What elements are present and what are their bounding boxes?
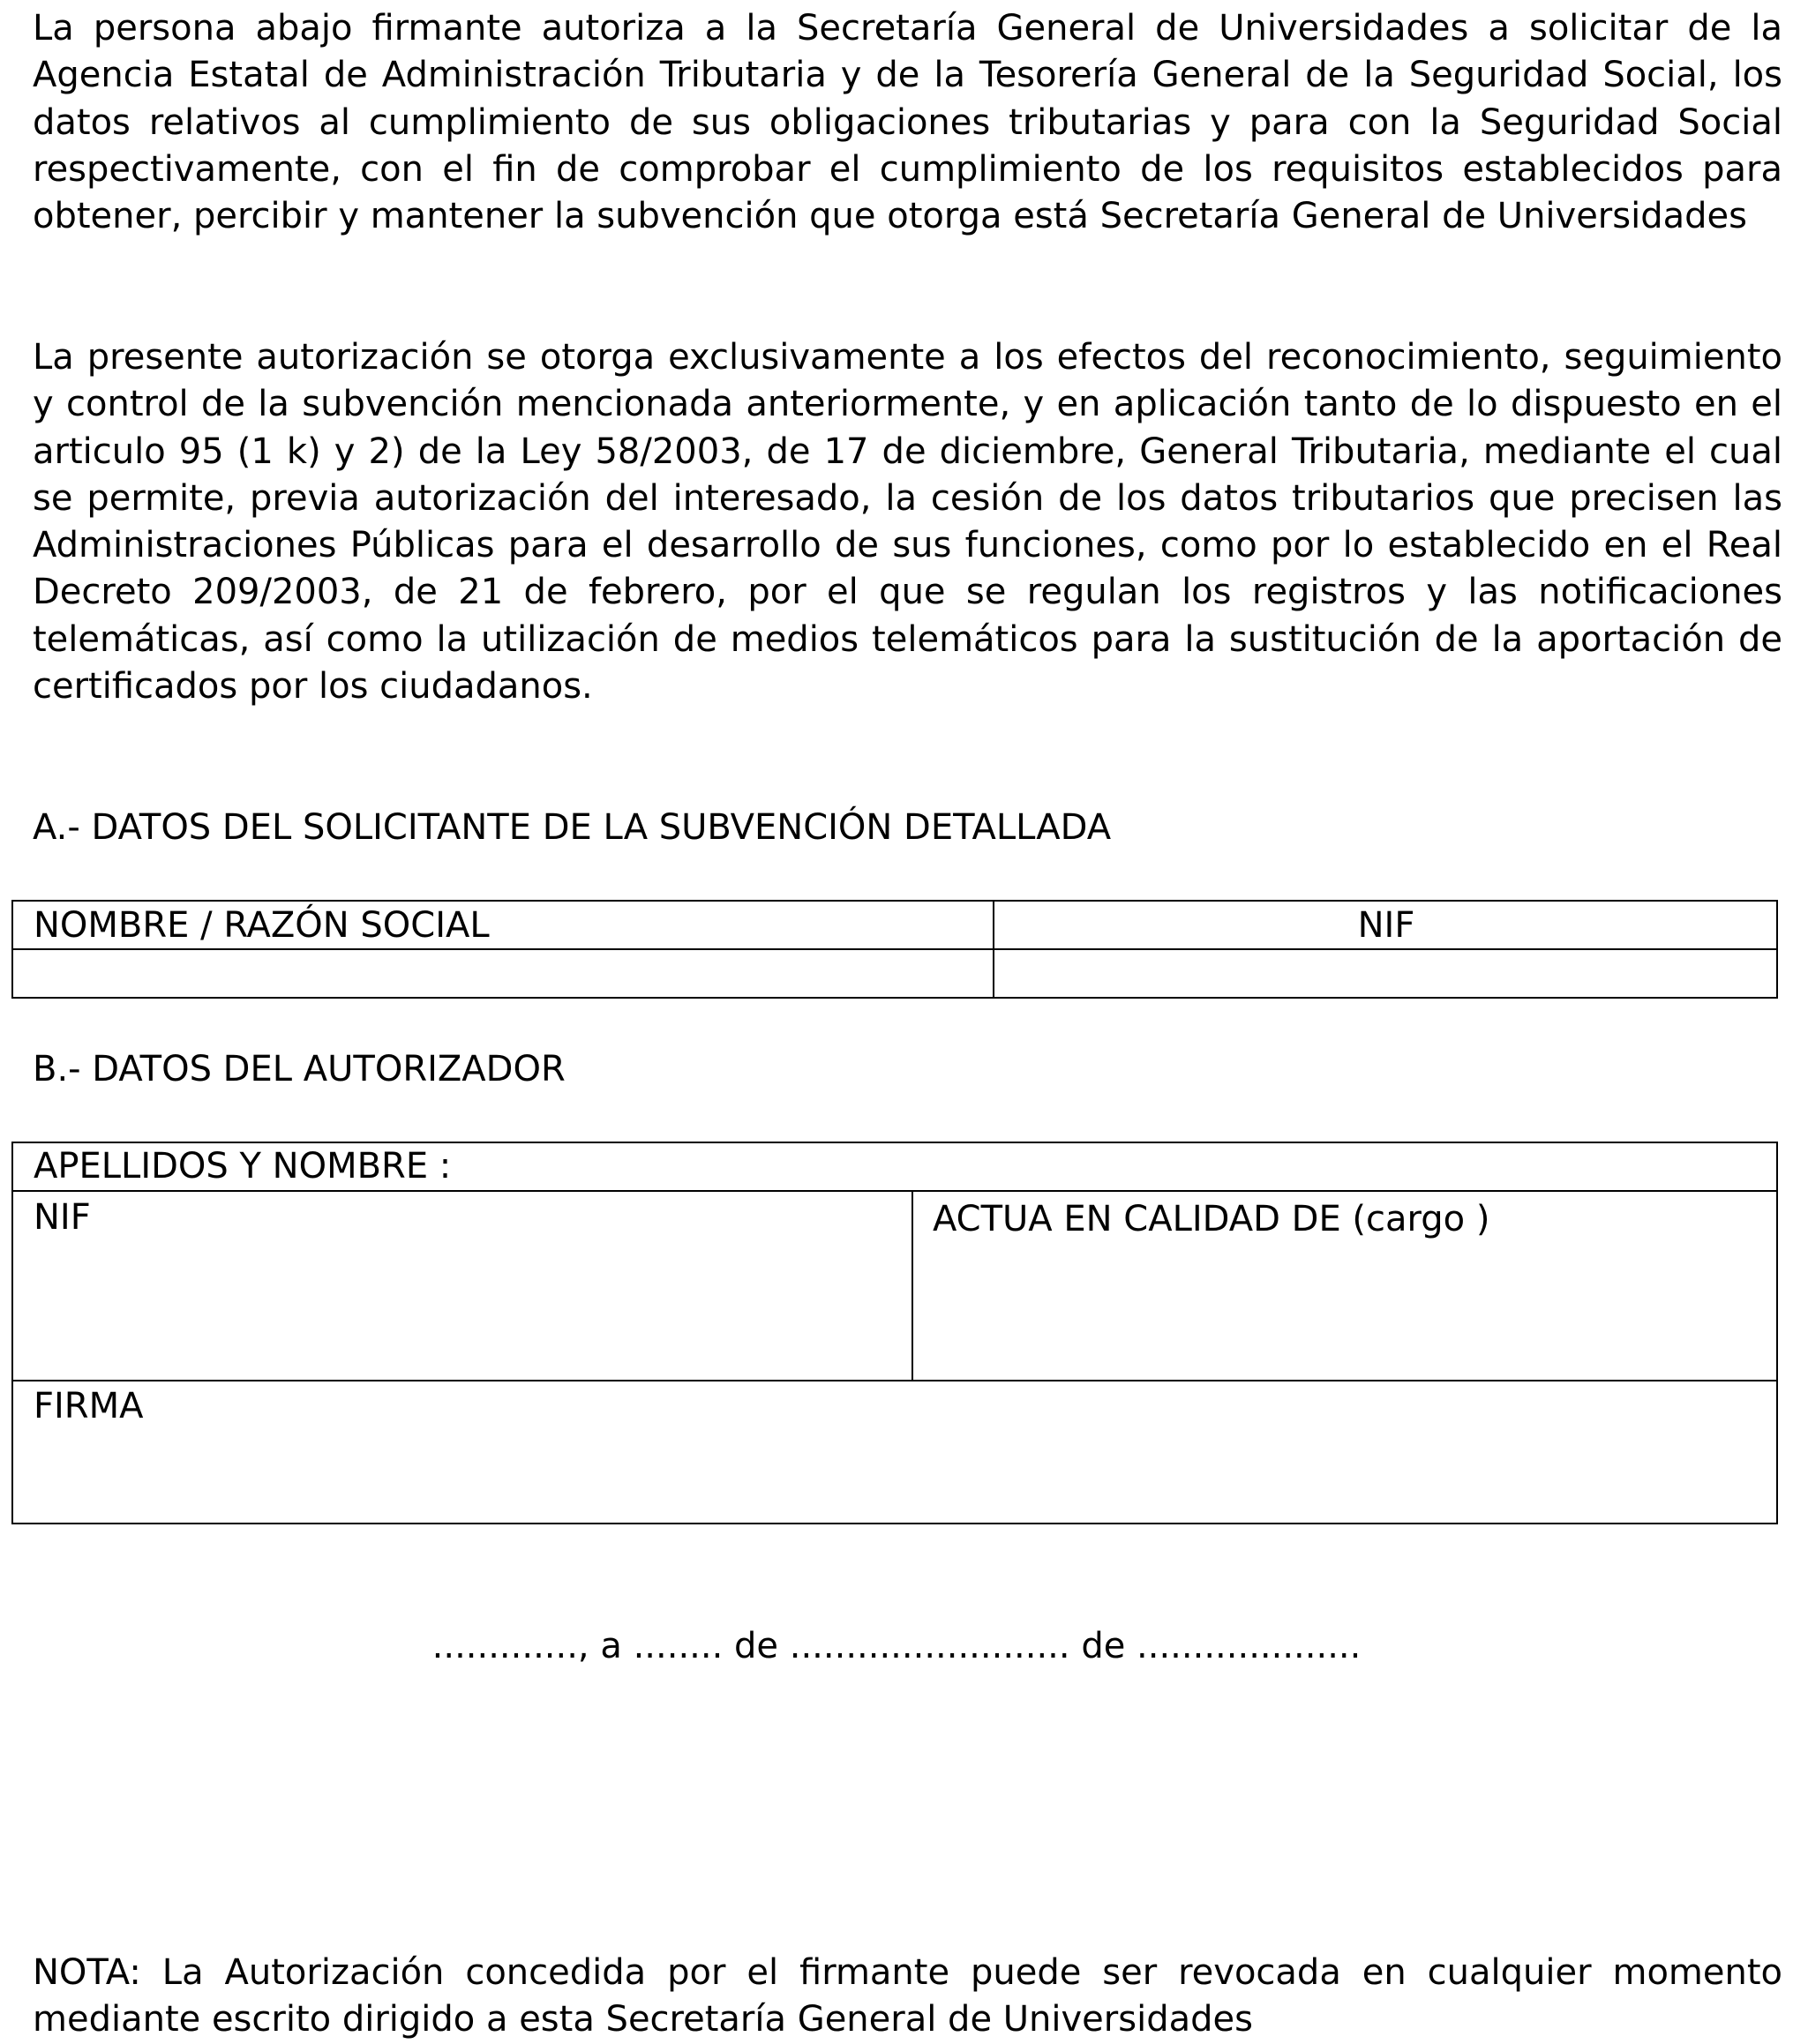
authorizer-table-col-divider [912,1190,913,1381]
applicant-nif-label: NIF [1357,905,1415,946]
place-date-line: ............., a ........ de ......................... de .................... [431,1626,1362,1666]
signature-label: FIRMA [34,1386,144,1426]
applicant-table-row-divider [11,948,1778,950]
applicant-name-label: NOMBRE / RAZÓN SOCIAL [34,905,490,946]
section-b-heading: B.- DATOS DEL AUTORIZADOR [33,1049,566,1089]
authorizer-role-label: ACTUA EN CALIDAD DE (cargo ) [933,1199,1490,1239]
authorizer-table [11,1142,1778,1524]
authorizer-table-divider-2 [11,1380,1778,1381]
authorizer-full-name-label: APELLIDOS Y NOMBRE : [34,1146,452,1187]
scope-paragraph: La presente autorización se otorga exclusivamente a los efectos del reconocimiento, seguimiento y control de la subvención mencionada anteriormente, y en aplicación tanto de lo dispuesto en el articulo 95 (1 k) y 2) de la Ley 58/2003, de 17 de diciembre, General Tributaria, mediante el cual se permite, previa autorización del interesado, la cesión de los datos tributarios que precisen las Administraciones Públicas para el desarrollo de sus funciones, como por lo establecido en el Real Decreto 209/2003, de 21 de febrero, por el que se regulan los registros y las notificaciones telemáticas, así como la utilización de medios telemáticos para la sustitución de la aportación de certificados por los ciudadanos. [33,337,1782,708]
applicant-name-field[interactable] [13,951,991,997]
authorizer-nif-label: NIF [34,1197,91,1238]
authorizer-table-divider-1 [11,1190,1778,1192]
revocation-note: NOTA: La Autorización concedida por el firmante puede ser revocada en cualquier momento mediante escrito dirigido a esta Secretaría General de Universidades [33,1952,1782,2040]
applicant-nif-field[interactable] [995,951,1776,997]
authorization-paragraph: La persona abajo firmante autoriza a la Secretaría General de Universidades a solicitar de la Agencia Estatal de Administración Tributaria y de la Tesorería General de la Seguridad Social, los datos relativos al cumplimiento de sus obligaciones tributarias y para con la Seguridad Social respectivamente, con el fin de comprobar el cumplimiento de los requisitos establecidos para obtener, percibir y mantener la subvención que otorga está Secretaría General de Universidades [33,8,1782,237]
section-a-heading: A.- DATOS DEL SOLICITANTE DE LA SUBVENCIÓN DETALLADA [33,807,1112,848]
